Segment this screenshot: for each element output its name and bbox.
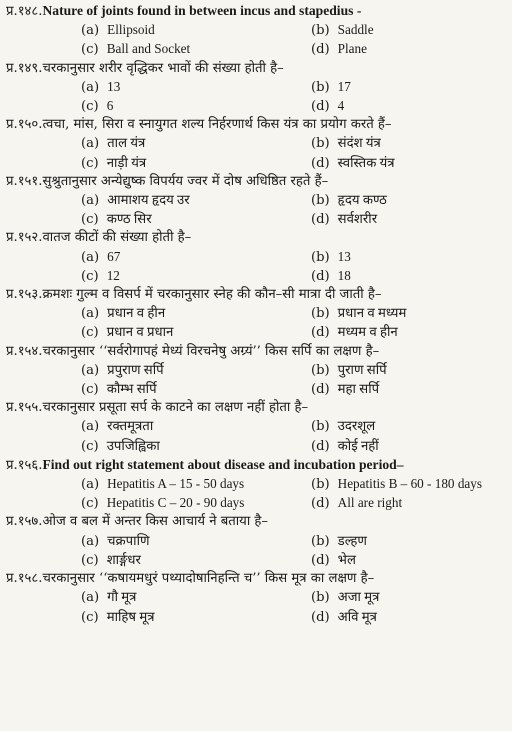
option-text: प्रधान व मध्यम	[337, 305, 407, 321]
option-label: (b)	[310, 193, 330, 209]
option-d	[305, 494, 506, 513]
option-text: अजा मूत्र	[337, 589, 380, 605]
option-c	[6, 437, 305, 456]
option-text: Hepatitis C – 20 - 90 days	[106, 495, 245, 511]
option-label: (a)	[81, 306, 100, 322]
question	[6, 399, 506, 456]
option-text: अवि मूत्र	[337, 608, 377, 624]
option-label: (d)	[310, 155, 330, 171]
option-text: डल्हण	[337, 532, 367, 548]
option-row	[6, 248, 506, 267]
option-text: All are right	[337, 495, 403, 511]
option-label: (c)	[81, 155, 99, 171]
option-d	[305, 97, 506, 116]
option-label: (d)	[310, 325, 330, 341]
option-row	[6, 380, 506, 399]
question-number: प्र.१४९.	[6, 60, 43, 76]
option-label: (b)	[310, 590, 330, 606]
option-text: 12	[106, 267, 120, 283]
question-text: चरकानुसार ‘‘कषायमधुरं पथ्यादोषानिहन्ति च’’ किस मूत्र का लक्षण है–	[42, 571, 375, 587]
option-a	[6, 191, 305, 210]
option-label: (c)	[81, 552, 99, 568]
option-c	[6, 551, 305, 570]
option-text: 67	[107, 248, 121, 264]
option-b	[305, 78, 506, 97]
option-text: कण्ठ सिर	[106, 211, 152, 227]
option-text: संदंश यंत्र	[337, 135, 381, 151]
option-text: Plane	[337, 41, 367, 57]
option-label: (c)	[81, 438, 99, 454]
option-label: (b)	[310, 533, 330, 549]
question-line	[6, 229, 506, 247]
option-text: 13	[337, 248, 351, 264]
question-line	[6, 513, 506, 531]
option-text: 18	[337, 267, 351, 283]
option-row	[6, 154, 506, 173]
option-label: (c)	[81, 496, 99, 512]
option-label: (c)	[81, 268, 99, 284]
option-label: (b)	[310, 362, 330, 378]
option-text: Ellipsoid	[107, 22, 155, 38]
option-label: (b)	[310, 306, 330, 322]
option-text: 17	[337, 78, 351, 94]
option-a	[6, 21, 305, 40]
question-number: प्र.१५७.	[6, 514, 43, 530]
question	[6, 513, 506, 570]
option-text: स्वस्तिक यंत्र	[337, 154, 395, 170]
option-a	[6, 361, 305, 380]
option-label: (a)	[81, 193, 100, 209]
option-text: Ball and Socket	[106, 41, 191, 57]
option-row	[6, 475, 506, 494]
option-text: नाड़ी यंत्र	[106, 154, 147, 170]
question-number: प्र.१५८.	[6, 571, 43, 587]
option-d	[305, 551, 506, 570]
question-text: क्रमशः गुल्म व विसर्प में चरकानुसार स्नेह की कौन–सी मात्रा दी जाती है–	[42, 287, 382, 303]
option-label: (d)	[310, 268, 330, 284]
option-row	[6, 134, 506, 153]
option-row	[6, 78, 506, 97]
question-text: चरकानुसार शरीर वृद्धिकर भावों की संख्या होती है–	[42, 60, 284, 76]
option-label: (a)	[81, 136, 100, 152]
question-list	[6, 2, 506, 627]
option-label: (d)	[310, 609, 330, 625]
option-row	[6, 361, 506, 380]
option-b	[305, 532, 506, 551]
option-label: (a)	[81, 23, 100, 39]
option-label: (d)	[310, 496, 330, 512]
option-c	[6, 494, 305, 513]
option-text: 13	[107, 78, 121, 94]
option-a	[6, 134, 305, 153]
question-number: प्र.१५६.	[6, 457, 43, 473]
question-text: त्वचा, मांस, सिरा व स्नायुगत शल्य निर्हरणार्थ किस यंत्र का प्रयोग करते हैं–	[42, 117, 392, 133]
option-label: (a)	[81, 590, 100, 606]
option-c	[6, 380, 305, 399]
option-d	[305, 40, 506, 59]
option-a	[6, 588, 305, 607]
option-label: (b)	[310, 136, 330, 152]
option-label: (d)	[310, 42, 330, 58]
question-line	[6, 286, 506, 304]
option-label: (a)	[81, 249, 100, 265]
option-text: मध्यम व हीन	[337, 324, 398, 340]
question-number: प्र.१५०.	[6, 117, 43, 133]
option-label: (a)	[81, 419, 100, 435]
option-text: प्रधान व प्रधान	[106, 324, 174, 340]
question-text: Find out right statement about disease and incubation period–	[42, 456, 404, 472]
option-label: (c)	[81, 99, 99, 115]
option-b	[305, 588, 506, 607]
option-row	[6, 191, 506, 210]
option-b	[305, 475, 506, 494]
question-line	[6, 2, 506, 21]
question	[6, 570, 506, 627]
option-text: प्रधान व हीन	[107, 305, 166, 321]
question	[6, 173, 506, 230]
option-row	[6, 323, 506, 342]
option-text: शार्ङ्गधर	[106, 551, 141, 567]
option-c	[6, 97, 305, 116]
option-text: पुराण सर्पि	[337, 361, 387, 377]
option-a	[6, 532, 305, 551]
option-label: (c)	[81, 42, 99, 58]
option-b	[305, 361, 506, 380]
option-a	[6, 417, 305, 436]
option-b	[305, 417, 506, 436]
question-text: चरकानुसार ‘‘सर्वरोगापहं मेध्यं विरचनेषु अग्र्यं’’ किस सर्पि का लक्षण है–	[42, 343, 380, 359]
option-text: रक्तमूत्रता	[107, 418, 154, 434]
option-row	[6, 21, 506, 40]
option-label: (b)	[310, 477, 330, 493]
option-text: हृदय कण्ठ	[337, 192, 387, 208]
option-b	[305, 248, 506, 267]
option-c	[6, 323, 305, 342]
option-text: Hepatitis B – 60 - 180 days	[337, 476, 482, 492]
option-d	[305, 437, 506, 456]
question-number: प्र.१५५.	[6, 400, 43, 416]
question	[6, 229, 506, 286]
option-label: (b)	[310, 23, 330, 39]
option-a	[6, 78, 305, 97]
question	[6, 2, 506, 60]
option-d	[305, 323, 506, 342]
question-line	[6, 343, 506, 361]
question-number: प्र.१५२.	[6, 230, 43, 246]
option-b	[305, 134, 506, 153]
option-d	[305, 210, 506, 229]
option-text: 6	[106, 98, 114, 114]
question	[6, 456, 506, 514]
option-text: उपजिह्विका	[106, 437, 160, 453]
question-number: प्र.१५३.	[6, 287, 43, 303]
question-text: Nature of joints found in between incus and stapedius -	[42, 3, 362, 18]
option-c	[6, 154, 305, 173]
option-a	[6, 248, 305, 267]
option-label: (d)	[310, 438, 330, 454]
question	[6, 60, 506, 117]
question-text: ओज व बल में अन्तर किस आचार्य ने बताया है–	[42, 514, 269, 530]
option-label: (d)	[310, 212, 330, 228]
question-number: प्र.१५१.	[6, 173, 43, 189]
option-d	[305, 267, 506, 286]
option-b	[305, 304, 506, 323]
option-row	[6, 97, 506, 116]
question-line	[6, 116, 506, 134]
question-text: सुश्रुतानुसार अन्येद्युष्क विपर्यय ज्वर में दोष अधिष्ठित रहते हैं–	[42, 173, 329, 189]
option-c	[6, 608, 305, 627]
option-d	[305, 154, 506, 173]
question	[6, 116, 506, 173]
option-label: (c)	[81, 382, 99, 398]
question-line	[6, 173, 506, 191]
option-label: (c)	[81, 212, 99, 228]
question-number: प्र.१४८.	[6, 4, 43, 19]
question-line	[6, 456, 506, 475]
question-line	[6, 60, 506, 78]
option-c	[6, 267, 305, 286]
option-label: (b)	[310, 79, 330, 95]
option-label: (a)	[81, 79, 100, 95]
option-b	[305, 191, 506, 210]
option-label: (a)	[81, 533, 100, 549]
option-text: माहिष मूत्र	[106, 608, 155, 624]
question-text: चरकानुसार प्रसूता सर्प के काटने का लक्षण नहीं होता है–	[42, 400, 309, 416]
question-number: प्र.१५४.	[6, 343, 43, 359]
option-d	[305, 380, 506, 399]
option-text: चक्रपाणि	[107, 532, 150, 548]
option-text: भेल	[337, 551, 356, 567]
option-text: आमाशय हृदय उर	[107, 192, 190, 208]
option-text: कोई नहीं	[337, 437, 379, 453]
option-label: (d)	[310, 382, 330, 398]
option-text: उदरशूल	[337, 418, 376, 434]
option-row	[6, 608, 506, 627]
option-label: (d)	[310, 552, 330, 568]
option-row	[6, 494, 506, 513]
option-label: (a)	[81, 477, 100, 493]
option-a	[6, 304, 305, 323]
option-row	[6, 588, 506, 607]
option-label: (b)	[310, 419, 330, 435]
option-row	[6, 210, 506, 229]
option-row	[6, 437, 506, 456]
option-text: कौम्भ सर्पि	[106, 381, 157, 397]
option-text: महा सर्पि	[337, 381, 380, 397]
option-row	[6, 532, 506, 551]
option-a	[6, 475, 305, 494]
option-label: (b)	[310, 249, 330, 265]
option-text: ताल यंत्र	[107, 135, 146, 151]
option-label: (d)	[310, 99, 330, 115]
question	[6, 286, 506, 343]
option-text: Saddle	[337, 22, 374, 38]
question-line	[6, 399, 506, 417]
option-text: सर्वशरीर	[337, 211, 378, 227]
option-label: (a)	[81, 362, 100, 378]
question	[6, 343, 506, 400]
option-text: 4	[337, 98, 345, 114]
option-c	[6, 210, 305, 229]
option-c	[6, 40, 305, 59]
option-row	[6, 304, 506, 323]
question-text: वातज कीटों की संख्या होती है–	[42, 230, 192, 246]
question-line	[6, 570, 506, 588]
option-row	[6, 40, 506, 59]
option-row	[6, 267, 506, 286]
option-text: Hepatitis A – 15 - 50 days	[107, 476, 245, 492]
option-row	[6, 551, 506, 570]
option-text: गौ मूत्र	[107, 589, 137, 605]
option-label: (c)	[81, 609, 99, 625]
option-b	[305, 21, 506, 40]
option-text: प्रपुराण सर्पि	[107, 361, 164, 377]
option-label: (c)	[81, 325, 99, 341]
option-d	[305, 608, 506, 627]
option-row	[6, 417, 506, 436]
